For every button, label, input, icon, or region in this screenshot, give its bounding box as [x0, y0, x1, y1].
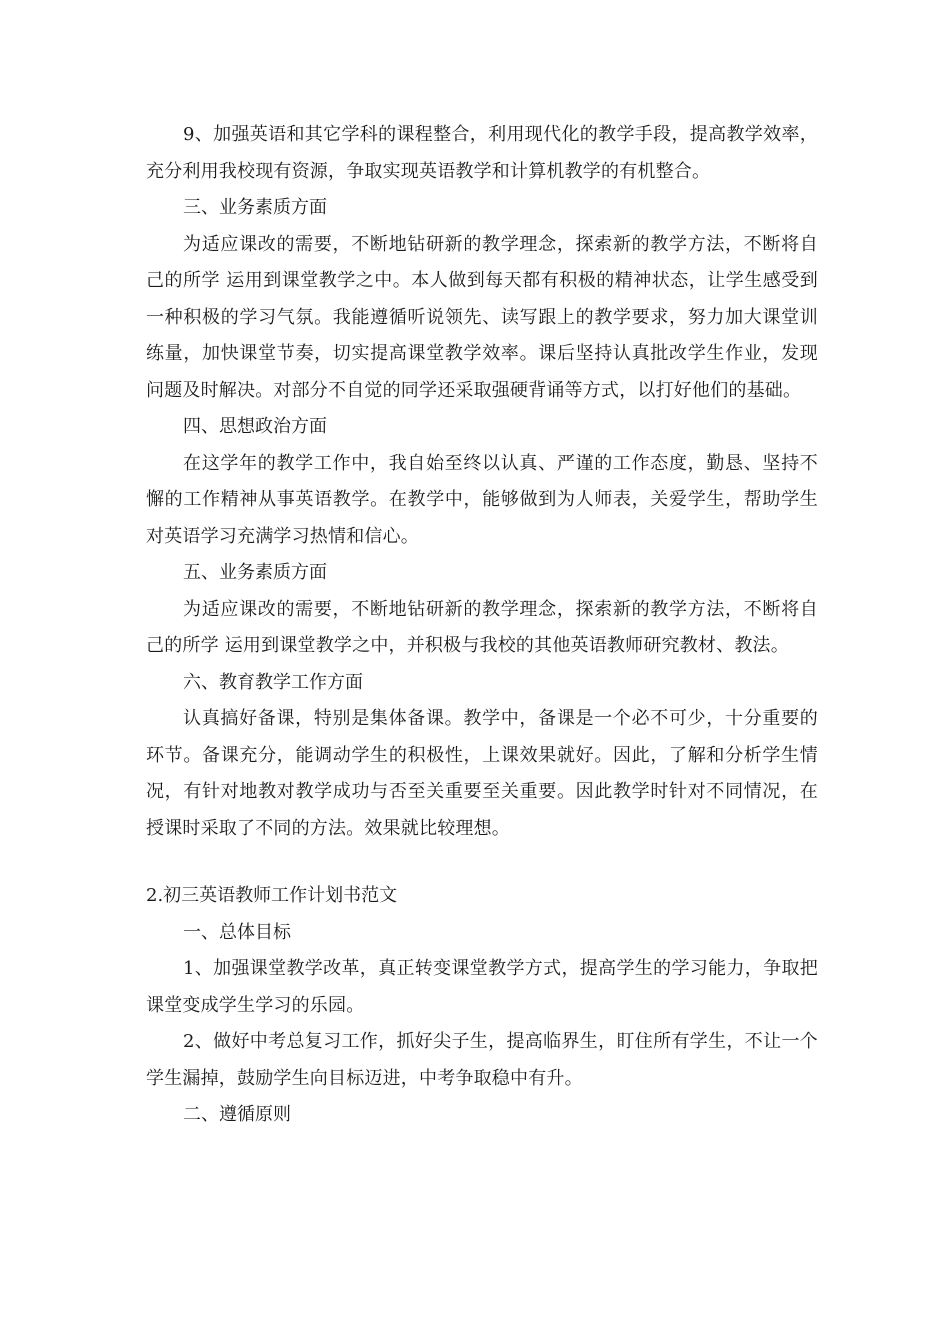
section-heading-goals: 一、总体目标: [183, 921, 291, 943]
section-heading-principles: 二、遵循原则: [183, 1104, 291, 1125]
section-heading-5: 五、业务素质方面: [183, 562, 327, 583]
paragraph-goal-1: 1、加强课堂教学改革，真正转变课堂教学方式，提高学生的学习能力，争取把课堂变成学生学习的乐园。: [146, 958, 818, 1016]
section-heading-6: 六、教育教学工作方面: [183, 671, 363, 693]
paragraph-political: 在这学年的教学工作中，我自始至终以认真、严谨的工作态度，勤恳、坚持不懈的工作精神从事英语教学。在教学中，能够做到为人师表，关爱学生，帮助学生对英语学习充满学习热情和信心。: [146, 452, 818, 547]
paragraph-business-quality: 为适应课改的需要，不断地钻研新的教学理念，探索新的教学方法，不断将自己的所学 运用到课堂教学之中。本人做到每天都有积极的精神状态，让学生感受到一种积极的学习气氛。我能遵循听说领先、读写跟上的教学要求，努力加大课堂训练量，加快课堂节奏，切实提高课堂教学效率。课后坚持认真批改学生作业，发现问题及时解决。对部分不自觉的同学还采取强硬背诵等方式，以打好他们的基础。: [146, 233, 818, 401]
paragraph-teaching-work: 认真搞好备课，特别是集体备课。教学中，备课是一个必不可少，十分重要的环节。备课充分，能调动学生的积极性，上课效果就好。因此，了解和分析学生情况，有针对地教对教学成功与否至关重要至关重要。因此教学时针对不同情况，在授课时采取了不同的方法。效果就比较理想。: [146, 708, 818, 839]
document-title: 2.初三英语教师工作计划书范文: [146, 885, 398, 906]
section-heading-3: 三、业务素质方面: [183, 197, 327, 218]
section-heading-4: 四、思想政治方面: [183, 416, 327, 437]
paragraph-business-quality-2: 为适应课改的需要，不断地钻研新的教学理念，探索新的教学方法，不断将自己的所学 运用到课堂教学之中，并积极与我校的其他英语教师研究教材、教法。: [146, 598, 818, 656]
paragraph-goal-2: 2、做好中考总复习工作，抓好尖子生，提高临界生，盯住所有学生，不让一个学生漏掉，鼓励学生向目标迈进，中考争取稳中有升。: [146, 1031, 818, 1089]
paragraph-item-9: 9、加强英语和其它学科的课程整合，利用现代化的教学手段，提高教学效率，充分利用我校现有资源，争取实现英语教学和计算机教学的有机整合。: [146, 124, 818, 182]
document-page: [146, 117, 818, 1134]
